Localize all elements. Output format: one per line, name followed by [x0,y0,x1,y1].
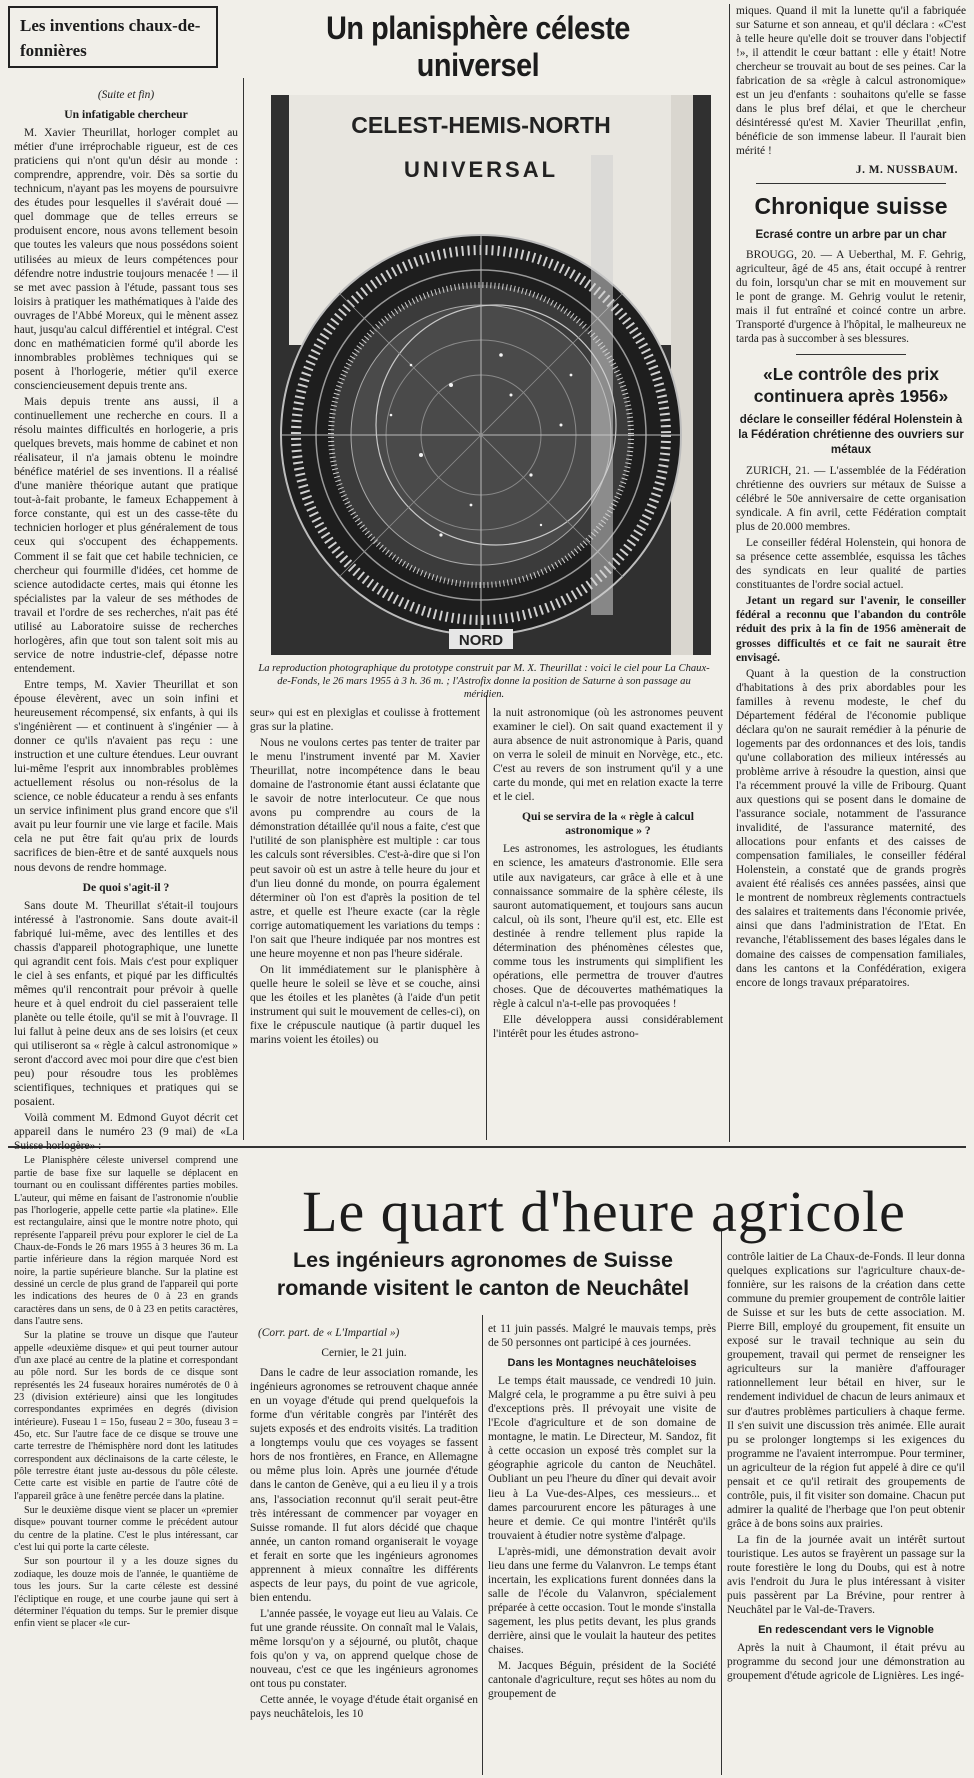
paragraph: M. Jacques Béguin, président de la Société cantonale d'agriculture, reçut ses hôtes au nom du groupement de [488,1660,716,1701]
planisphere-label-nord: NORD [458,632,504,649]
paragraph: L'après-midi, une démonstration devait avoir lieu dans une ferme du Valanvron. Le temps étant incertain, les explications furent données dans la salle de l'école du Valanvron, spécialement préparée à cette occasion. Tout le monde s'installa sagement, les plus petits devant, les plus grands derrière, ainsi que le voulait la hauteur des petites chaises. [488,1545,716,1657]
agri-column-2 [488,1322,716,1778]
paragraph: et 11 juin passés. Malgré le mauvais temps, près de 50 personnes ont participé à ces journées. [488,1323,716,1350]
section-kicker: Les inventions chaux-de-fonnières [20,16,201,60]
subheading-quoi: De quoi s'agit-il ? [82,880,170,894]
section-kicker-box [8,6,218,68]
agri-section-title: Le quart d'heure agricole [302,1179,906,1244]
chronique-heading: Chronique suisse [754,192,948,219]
planisphere-drawing [271,95,711,655]
subheading-montagnes: Dans les Montagnes neuchâteloises [507,1357,697,1370]
paragraph: Jetant un regard sur l'avenir, le conseiller fédéral a reconnu que l'abandon du contrôle réduit des prix à la fin de 1956 amènerait de grosses difficultés et ce fait ne saurait être envisagé. [736,595,966,664]
article-column-3 [493,706,723,1142]
paragraph: Sans doute M. Theurillat s'était-il toujours intéressé à l'astronomie. Sans doute avait-il fabriqué lui-même, avec des lentilles et des chassis d'appareil photographique, une lunette qui agrandit cent fois. Mais c'est pour expliquer le ciel à ses enfants, et piqué par les difficultés mêmes qu'il rencontrait pour prévoir à quelle heure et à quel endroit du ciel passeraient telle planète ou telle étoile, qu'il se mit à l'ouvrage. Il lui fallut à peine deux ans de ses loisirs (et ceux qui utiliseront sa « règle à calcul astronomique » seront d'accord avec moi pour dire que c'est bien peu) pour résoudre tous les problèmes scientifiques, techniques et pratiques qui se posaient. [14,899,238,1109]
agri-column-1 [250,1322,478,1778]
paragraph: Quant à la question de la construction d'habitations à des prix abordables pour les familles à revenu modeste, le chef du Département fédéral de l'économie publique déclara qu'on ne saurait remédier à la pénurie de logements par des ordonnances et des lois, tandis qu'une collaboration des milieux intéressés au problème arrive à résoudre la question, ainsi que l'a récemment prouvé la ville de Fribourg. Quant aux questions qui se posent dans le domaine de l'assurance sociale, notamment de l'assurance invalidité, de l'assurance maternité, des allocations pour enfants et des caisses de compensation familiales, le conseiller fédéral Holenstein, a constaté que de grands progrès avaient été réalisés ces années passées, ainsi que le montrent de nombreux règlements contractuels des salaires et traitements dans l'économie privée, ainsi que dans l'administration de l'Etat. En revanche, l'établissement des bases légales dans le domaine des caisses de compensation familiales, dans les cantons et la Confédération, exigera encore de longs travaux préparatoires. [736,667,966,989]
article-column-1 [14,76,238,1778]
column-rule [243,78,244,1140]
paragraph: Dans le cadre de leur association romande, les ingénieurs agronomes se retrouvent chaque année en un voyage d'étude qui prend quelquefois la forme d'un véritable congrès par l'intérêt des sujets exposés et des endroits visités. La tradition a longtemps voulu que ces voyages se fassent hors de nos frontières, en France, en Allemagne ou même plus loin. Après une journée d'étude dans le canton de Genève, qui a eu lieu il y a trois ans, l'association reconnut qu'il serait peut-être très intéressant de commencer par voyager en Suisse romande. Il fut alors décidé que chaque année, un canton romand organiserait le voyage et ferait en sorte que les ingénieurs agronomes apprennent à mieux connaître les différents aspects de leur pays, du point de vue agricole, bien entendu. [250,1367,478,1604]
paragraph: Nous ne voulons certes pas tenter de traiter par le menu l'instrument inventé par M. Xavier Theurillat, notre incompétence dans le beau domaine de l'astronomie étant aussi éclatante que le savoir de notre interlocuteur. Ce que nous avons pu comprendre au cours de la démonstration détaillée qu'il nous a faite, c'est que l'utilité de son planisphère est multiple : car tous les calculs sont réversibles. C'est-à-dire que si l'on peut savoir où est un astre à telle heure du jour et d'un lieu donné du monde, on pourra également déterminer où l'on est d'après la position de tel astre, et quelle est l'heure exacte (car la règle corrige automatiquement les variations du temps : l'on sait que l'heure indiquée par nos montres est une heure moyenne et non pas l'heure sidérale. [250,737,480,960]
subheading-servira: Qui se servira de la « règle à calcul astronomique » ? [522,810,694,838]
paragraph: Entre temps, M. Xavier Theurillat et son épouse élevèrent, avec un soin infini et heureusement récompensé, six enfants, à qui ils s'ingénièrent — et continuent à s'ingénier — à donner ce qu'ils n'avaient pas reçu : une instruction et une culture étendues. Leur ouvrant lui-même l'esprit aux innombrables problèmes actuellement résolus ou non-résolus de la science, ce noble éducateur a rendu à ses enfants un service infiniment plus grand encore que s'il avait pu leur fournir une vie large et facile. Mais cela ne put être fait qu'au prix de lourds sacrifices de bien-être et de santé auxquels nous nous devons de rendre hommage. [14,678,238,874]
quoted-paragraph: Sur la platine se trouve un disque que l'auteur appelle «deuxième disque» et qui peut tourner autour d'un axe placé au centre de la platine et correspondant au pôle nord. Sur les bords de ce disque sont représentés les 24 fuseaux horaires numérotés de 0 à 23 (division extérieure) ainsi que les longitudes correspondantes exprimées en degrés (division intérieure). Fuseau 1 = 15o, fuseau 2 = 30o, fuseau 3 = 45o, etc. Sur l'autre face de ce disque se trouve une carte terrestre de l'hémisphère nord dont les latitudes correspondent aux déclinaisons de la carte céleste, le pôle terrestre étant juste au-dessous du pôle céleste. Cette carte est visible en partie de l'autre côté de l'appareil grâce à une fenêtre percée dans la platine. [14,1330,238,1502]
figure-caption: La reproduction photographique du prototype construit par M. X. Theurillat : voici le ciel pour La Chaux-de-Fonds, le 26 mars 1955 à 3 h. 36 m. ; l'Astrofix donne la position de Saturne à son passage au méridien. [258,663,710,700]
separator [796,354,906,355]
paragraph: Mais depuis trente ans aussi, il a continuellement une recherche en cours. Il a résolu maintes difficultés en horlogerie, a pris quelques brevets, mais homme de cabinet et non réalisateur, il n'a jamais obtenu le moindre bénéfice matériel de ses inventions. Il a réalisé d'une manière théorique autant que pratique tout-à-fait probante, le fameux Echappement à force constante, qui est un des casse-tête du technicien horloger et plus généralement de tous ceux qui s'occupent des échappements. Comment il se fait que cet habile technicien, ce chercheur qui fourmille d'idées, cet homme de science autodidacte certes, mais qui étonne les spécialistes par la valeur de ses méthodes de travail et l'ordre de ses recherches, n'ait pas été utilisé au Laboratoire suisse de recherches horlogères, afin que tout son talent soit mis au service de notre industrie-clef, dépasse notre entendement. [14,395,238,675]
separator [756,183,946,184]
news-subheadline: déclare le conseiller fédéral Holenstein à la Fédération chrétienne des ouvriers sur métaux [738,413,964,456]
agri-column-3 [727,1250,965,1778]
news-headline: Ecrasé contre un arbre par un char [755,228,947,241]
author-signature: J. M. NUSSBAUM. [855,163,958,176]
dateline: Cernier, le 21 juin. [321,1347,407,1360]
quoted-paragraph: Sur son pourtour il y a les douze signes du zodiaque, les douze mois de l'année, le quantième de tous les jours. Sur la carte céleste est dessiné l'écliptique en rouge, et une courbe jaune qui sert à déterminer l'équation du temps. Sur le premier disque enfin vient se placer «le cur- [14,1556,238,1630]
paragraph: Le conseiller fédéral Holenstein, qui honora de sa présence cette assemblée, esquissa les tâches des syndicats en leur qualité de parties constituantes de l'ordre social actuel. [736,537,966,592]
quoted-paragraph: Sur le deuxième disque vient se placer un «premier disque» pouvant tourner comme le précédent autour du centre de la platine. C'est le plus intéressant, car c'est lui qui porte la carte céleste. [14,1505,238,1554]
paragraph: La fin de la journée avait un intérêt surtout touristique. Les autos se frayèrent un passage sur la route forestière le long du Doubs, qui est à notre avis l'endroit du Jura le plus intéressant à visiter puis passèrent par La Brévine, pour rentrer à Neuchâtel par le Val-de-Travers. [727,1533,965,1617]
paragraph: Le temps était maussade, ce vendredi 10 juin. Malgré cela, le programme a pu être suivi à peu d'exceptions près. Il prévoyait une visite de l'Ecole d'agriculture et de son domaine de montagne, le matin. Le Directeur, M. Sandoz, fit à cette occasion un exposé très complet sur la géographie agricole du canton de Neuchâtel. Oubliant un peu l'heure du dîner qui devait avoir lieu à La Vue-des-Alpes, ces messieurs... et dames parcoururent encore les pâturages à une heure et demie. Ce qui montre l'intérêt qu'ils trouvaient à étudier notre système d'alpage. [488,1375,716,1542]
paragraph: Cette année, le voyage d'étude était organisé en pays neuchâtelois, les 10 [250,1694,478,1721]
paragraph: Les astronomes, les astrologues, les étudiants en science, les amateurs d'astronomie. Elle sera utile aux navigateurs, car grâce à elle et à une connaissance sommaire de la sphère céleste, ils sauront automatiquement, et toujours sans aucun calcul, où ils sont, l'heure qu'il est, etc. Elle est destinée à rendre tellement plus rapide la détermination des phénomènes célestes que, comme tous les instruments qui simplifient les opérations, elle permettra de trouver d'autres choses. Que de découvertes mathématiques la règle à calcul n'a-t-elle pas provoquées ! [493,843,723,1010]
continued-note: (Suite et fin) [97,89,155,101]
article-column-2 [250,706,480,1142]
subheading-chercheur: Un infatigable chercheur [64,108,188,122]
planisphere-label-universal: UNIVERSAL [403,157,559,182]
column-rule [486,695,487,1140]
paragraph: BROUGG, 20. — A Ueberthal, M. F. Gehrig, agriculteur, âgé de 45 ans, était occupé à rentrer du foin, lorsqu'un char se mit en mouvement sur le pont de grange. M. Gehrig voulut le retenir, mais il fut entraîné et coincé contre un arbre. Transporté d'urgence à l'hôpital, le malheureux ne tarda pas à succomber à ses blessures. [736,248,966,345]
paragraph: la nuit astronomique (où les astronomes peuvent examiner le ciel). On sait quand exactement il y aura absence de nuit astronomique à Paris, quand on verra le soleil de minuit en Norvège, etc., etc. C'est au revers de son instrument qu'il y a une carte du monde, qui met en relation exacte la terre et le ciel. [493,707,723,804]
paragraph: seur» qui est en plexiglas et coulisse à frottement gras sur la platine. [250,707,480,734]
paragraph: M. Xavier Theurillat, horloger complet au métier d'une irréprochable rigueur, est de ces praticiens qui n'ont qu'un désir au monde : comprendre, apprendre, voir. Dès sa sortie du technicum, n'ayant pas les moyens de poursuivre des études pour lesquelles il s'avérait doué — quel dommage que de telles erreurs se produisent encore, nous avons tellement besoin que toutes les valeurs que nous possédons soient utilisées au mieux de leurs compétences pour défendre notre industrie toujours menacée ! — il se met avec passion à l'étude, passant tous ses loisirs à pratiquer les mathématiques à l'aide des ouvrages de l'Abbé Moreux, qui le mènent assez haut, jusqu'au calcul différentiel et intégral. C'est donc en mathématicien formé qu'il aborde les innombrables problèmes techniques qui se posent à l'horlogerie, métier qu'il exerce consciencieusement depuis trente ans. [14,127,238,392]
paragraph: Elle développera aussi considérablement l'intérêt pour les études astrono- [493,1013,723,1041]
correspondent-note: (Corr. part. de « L'Impartial ») [258,1327,400,1339]
paragraph: Voilà comment M. Edmond Guyot décrit cet appareil dans le numéro 23 (9 mai) de «La Suisse horlogère» : [14,1112,238,1153]
quoted-paragraph: Le Planisphère céleste universel comprend une partie de base fixe sur laquelle se déplacent en tournant ou en coulissant différentes parties mobiles. L'auteur, qui même en faisant de l'astronomie n'oublie pas l'horlogerie, appelle cette partie «la platine». Elle est rectangulaire, ainsi que le montre notre photo, qui représente l'appareil prévu pour explorer le ciel de La Chaux-de-Fonds le 26 mars 1955 à 3 heures 36 m. La partie inférieure dans la région marquée Nord est noire, la partie supérieure blanche. Sur la platine est dessiné un cercle de plus grand de l'appareil qui porte les indications des heures de 0 à 23 en grands caractères dans un sens, de 0 à 23 en petits caractères, dans l'autre sens. [14,1155,238,1327]
paragraph: Après la nuit à Chaumont, il était prévu au programme du second jour une démonstration au groupement d'étude agricole de Lignières. Les ingé- [727,1642,965,1683]
planisphere-photo [271,95,711,655]
column-rule [721,1230,722,1775]
planisphere-label-top: CELEST-HEMIS-NORTH [351,112,611,138]
paragraph: contrôle laitier de La Chaux-de-Fonds. Il leur donna quelques explications sur l'agriculture chaux-de-fonnière, sur les raisons de la création dans cette commune du premier groupement de contrôle laitier de Suisse et sur les buts de cette association. M. Pierre Bill, employé du groupement, fit ensuite un exposé sur le travail technique au sein du groupement, travail qui permet de renseigner les agriculteurs sur la manière d'affourager rationnellement leur bétail en hiver, sur le rendement individuel de chacun de leurs animaux et sur d'autres problèmes particuliers à chaque ferme. Il s'en suivit une discussion très animée. Elle aurait pu se prolonger longtemps si les exigences du programme ne l'avaient interrompue. Pour terminer, un agriculteur de la région fut appelé à dire ce qu'il pensait et ce qu'il retirait des groupements de contrôle, puis, il fit visiter son domaine. Chacun put admirer la qualité de l'herbage que l'on peut obtenir grâce à de bons soins aux prairies. [727,1251,965,1530]
paragraph: L'année passée, le voyage eut lieu au Valais. Ce fut une grande réussite. On connaît mal le Valais, même lorsqu'on y a séjourné, ou plutôt, chaque fois qu'on y va, on apprend quelque chose de nouveau, c'est ce que les ingénieurs agronomes ont tous pu constater. [250,1607,478,1691]
agri-article-title: Les ingénieurs agronomes de Suisse romande visitent le canton de Neuchâtel [276,1248,690,1300]
article-column-4 [736,4,966,1142]
paragraph: On lit immédiatement sur le planisphère à quelle heure le soleil se lève et se couche, ainsi que les étoiles et les planètes (à l'aide d'un petit instrument qui suit le mouvement de celles-ci), on fixe le crépuscule nautique (à partir duquel les marins voient les étoiles) ou [250,963,480,1047]
paragraph: miques. Quand il mit la lunette qu'il a fabriquée sur Saturne et son anneau, et qu'il déclara : «C'est à telle heure qu'elle doit se trouver dans l'objectif !», il attendit le cœur battant : elle y était! Notre chercheur se trouvait au bout de ses peines. Car la fabrication de sa «règle à calcul astronomique» est un jeu d'enfants : souhaitons qu'elle se fasse dans le plus bref délai, et que le chercheur désintéressé qu'est M. Xavier Theurillat ,enfin, bénéficie de son immense labeur. Il l'aurait bien mérité ! [736,5,966,158]
news-headline-prix: «Le contrôle des prix continuera après 1956» [753,363,949,406]
paragraph: ZURICH, 21. — L'assemblée de la Fédération chrétienne des ouvriers sur métaux de Suisse a célébré le 50e anniversaire de cette organisation syndicale. A fin avril, cette Fédération comptait plus de 20.000 membres. [736,464,966,534]
column-rule [729,4,730,1142]
column-rule [482,1315,483,1775]
subheading-vignoble: En redescendant vers le Vignoble [758,1624,934,1637]
article-title: Un planisphère céleste universel [326,10,630,83]
